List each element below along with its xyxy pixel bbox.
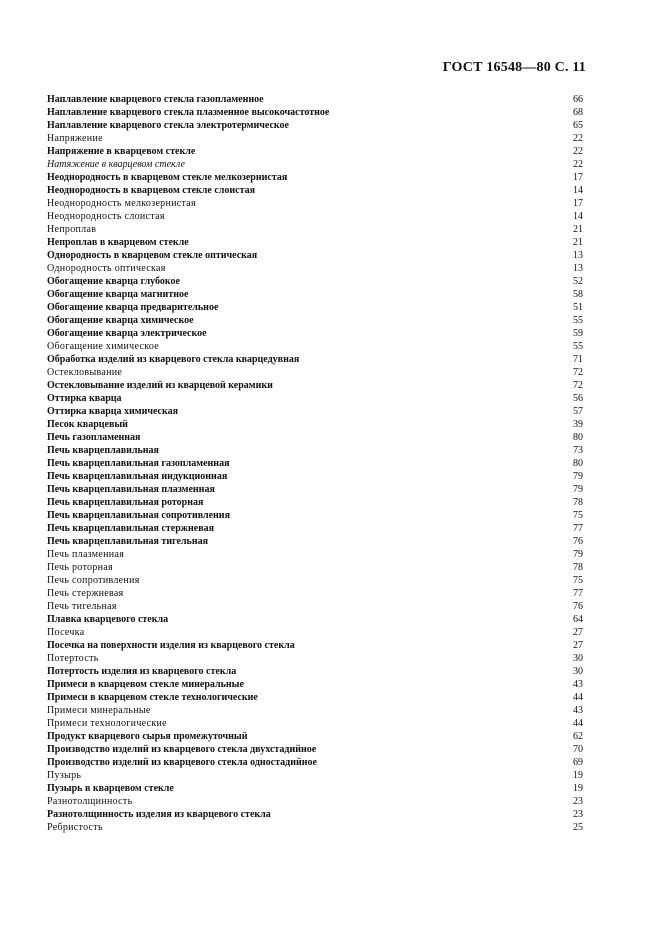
index-page-number: 68	[573, 107, 583, 118]
index-term: Пузырь	[47, 770, 82, 781]
index-page-number: 80	[573, 432, 583, 443]
index-term: Печь кварцеплавильная индукционная	[47, 471, 228, 482]
index-entry	[47, 366, 583, 379]
index-page-number: 56	[573, 393, 583, 404]
index-entry	[47, 457, 583, 470]
index-entry	[47, 782, 583, 795]
index-page-number: 52	[573, 276, 583, 287]
index-term: Печь кварцеплавильная газопламенная	[47, 458, 230, 469]
index-page-number: 64	[573, 614, 583, 625]
index-term: Печь кварцеплавильная плазменная	[47, 484, 215, 495]
index-entry	[47, 535, 583, 548]
index-page-number: 22	[573, 146, 583, 157]
index-page-number: 76	[573, 536, 583, 547]
index-entry	[47, 210, 583, 223]
index-page-number: 62	[573, 731, 583, 742]
index-term: Остекловывание изделий из кварцевой керамики	[47, 380, 273, 391]
index-term: Плавка кварцевого стекла	[47, 614, 169, 625]
index-page-number: 73	[573, 445, 583, 456]
index-entry	[47, 314, 583, 327]
index-entry	[47, 405, 583, 418]
index-term: Печь кварцеплавильная тигельная	[47, 536, 209, 547]
index-page-number: 77	[573, 588, 583, 599]
index-page-number: 14	[573, 185, 583, 196]
index-page-number: 80	[573, 458, 583, 469]
index-entry	[47, 639, 583, 652]
index-term: Примеси технологические	[47, 718, 167, 729]
index-page-number: 75	[573, 575, 583, 586]
index-term: Посечка	[47, 627, 85, 638]
index-term: Примеси в кварцевом стекле технологические	[47, 692, 258, 703]
index-term: Печь кварцеплавильная стержневая	[47, 523, 215, 534]
index-page-number: 59	[573, 328, 583, 339]
index-entry	[47, 288, 583, 301]
index-term: Наплавление кварцевого стекла газопламенное	[47, 94, 264, 105]
index-entry	[47, 470, 583, 483]
index-entry	[47, 171, 583, 184]
index-term: Печь тигельная	[47, 601, 117, 612]
index-entry	[47, 301, 583, 314]
index-page-number: 22	[573, 159, 583, 170]
index-page-number: 79	[573, 471, 583, 482]
index-page-number: 43	[573, 705, 583, 716]
index-term: Потертость изделия из кварцевого стекла	[47, 666, 237, 677]
index-entry	[47, 197, 583, 210]
index-term: Печь сопротивления	[47, 575, 140, 586]
index-term: Продукт кварцевого сырья промежуточный	[47, 731, 248, 742]
index-entry	[47, 483, 583, 496]
index-page-number: 44	[573, 692, 583, 703]
index-page-number: 19	[573, 783, 583, 794]
index-term: Натяжение в кварцевом стекле	[47, 159, 185, 170]
index-entry	[47, 600, 583, 613]
index-entry	[47, 509, 583, 522]
index-term: Производство изделий из кварцевого стекла двухстадийное	[47, 744, 317, 755]
index-page-number: 14	[573, 211, 583, 222]
index-term: Однородность в кварцевом стекле оптическая	[47, 250, 258, 261]
index-entry	[47, 769, 583, 782]
index-entry	[47, 145, 583, 158]
index-page-number: 17	[573, 198, 583, 209]
index-entry	[47, 548, 583, 561]
index-term: Наплавление кварцевого стекла плазменное высокочастотное	[47, 107, 330, 118]
page-header: ГОСТ 16548—80 С. 11	[442, 60, 586, 75]
index-term: Производство изделий из кварцевого стекла одностадийное	[47, 757, 317, 768]
index-page-number: 79	[573, 484, 583, 495]
index-term: Потертость	[47, 653, 99, 664]
index-term: Напряжение в кварцевом стекле	[47, 146, 196, 157]
index-page-number: 75	[573, 510, 583, 521]
index-page-number: 21	[573, 224, 583, 235]
index-term: Неоднородность в кварцевом стекле мелкозернистая	[47, 172, 288, 183]
index-page-number: 55	[573, 341, 583, 352]
index-term: Печь кварцеплавильная роторная	[47, 497, 204, 508]
index-page-number: 71	[573, 354, 583, 365]
index-entry	[47, 821, 583, 834]
index-entry	[47, 743, 583, 756]
index-page-number: 30	[573, 666, 583, 677]
index-page-number: 70	[573, 744, 583, 755]
index-page-number: 21	[573, 237, 583, 248]
index-entry	[47, 392, 583, 405]
index-page-number: 30	[573, 653, 583, 664]
index-term: Обогащение кварца предварительное	[47, 302, 219, 313]
index-entry	[47, 574, 583, 587]
index-term: Неоднородность в кварцевом стекле слоистая	[47, 185, 256, 196]
index-entry	[47, 756, 583, 769]
index-entry	[47, 262, 583, 275]
index-page-number: 44	[573, 718, 583, 729]
index-page-number: 72	[573, 367, 583, 378]
index-term: Оттирка кварца химическая	[47, 406, 179, 417]
index-term: Печь кварцеплавильная сопротивления	[47, 510, 230, 521]
index-entry	[47, 522, 583, 535]
index-page-number: 57	[573, 406, 583, 417]
index-term: Печь кварцеплавильная	[47, 445, 159, 456]
index-entry	[47, 704, 583, 717]
index-entry	[47, 158, 583, 171]
index-page-number: 66	[573, 94, 583, 105]
index-term: Неоднородность слоистая	[47, 211, 165, 222]
index-term: Печь плазменная	[47, 549, 125, 560]
index-page-number: 22	[573, 133, 583, 144]
index-term: Неоднородность мелкозернистая	[47, 198, 196, 209]
index-entry	[47, 691, 583, 704]
index-entry	[47, 249, 583, 262]
index-term: Печь роторная	[47, 562, 113, 573]
index-entry	[47, 379, 583, 392]
index-term: Примеси минеральные	[47, 705, 151, 716]
index-entry	[47, 327, 583, 340]
index-entry	[47, 652, 583, 665]
index-entry	[47, 418, 583, 431]
index-page-number: 65	[573, 120, 583, 131]
index-term: Ребристость	[47, 822, 103, 833]
index-term: Обогащение кварца электрическое	[47, 328, 207, 339]
index-page-number: 51	[573, 302, 583, 313]
index-term: Непроплав в кварцевом стекле	[47, 237, 189, 248]
index-page-number: 13	[573, 250, 583, 261]
index-page-number: 19	[573, 770, 583, 781]
index-page-number: 39	[573, 419, 583, 430]
index-entry	[47, 665, 583, 678]
index-entry	[47, 613, 583, 626]
index-entry	[47, 119, 583, 132]
index-entry	[47, 717, 583, 730]
index-term: Остекловывание	[47, 367, 123, 378]
index-page-number: 17	[573, 172, 583, 183]
index-page-number: 72	[573, 380, 583, 391]
index-term: Напряжение	[47, 133, 103, 144]
index-entry	[47, 444, 583, 457]
index-page-number: 76	[573, 601, 583, 612]
index-term: Посечка на поверхности изделия из кварцевого стекла	[47, 640, 295, 651]
index-term: Однородность оптическая	[47, 263, 166, 274]
index-page-number: 58	[573, 289, 583, 300]
index-term: Непроплав	[47, 224, 97, 235]
index-page-number: 69	[573, 757, 583, 768]
index-entry	[47, 808, 583, 821]
index-page-number: 79	[573, 549, 583, 560]
index-entry	[47, 730, 583, 743]
index-entry	[47, 678, 583, 691]
index-term: Обогащение кварца магнитное	[47, 289, 189, 300]
index-page-number: 23	[573, 809, 583, 820]
index-term: Обогащение химическое	[47, 341, 160, 352]
index-term: Пузырь в кварцевом стекле	[47, 783, 174, 794]
index-term: Обработка изделий из кварцевого стекла кварцедувная	[47, 354, 300, 365]
index-entry	[47, 236, 583, 249]
index-term: Разнотолщинность изделия из кварцевого стекла	[47, 809, 271, 820]
index-page-number: 43	[573, 679, 583, 690]
index-page-number: 27	[573, 627, 583, 638]
index-term: Разнотолщинность	[47, 796, 133, 807]
index-page-number: 25	[573, 822, 583, 833]
index-entry	[47, 340, 583, 353]
index-entry	[47, 795, 583, 808]
index-entry	[47, 223, 583, 236]
term-index-list	[47, 93, 583, 834]
index-page-number: 78	[573, 562, 583, 573]
index-page-number: 78	[573, 497, 583, 508]
index-entry	[47, 496, 583, 509]
index-page-number: 55	[573, 315, 583, 326]
index-entry	[47, 93, 583, 106]
index-page-number: 77	[573, 523, 583, 534]
index-term: Наплавление кварцевого стекла электротермическое	[47, 120, 289, 131]
index-term: Печь стержневая	[47, 588, 124, 599]
index-term: Печь газопламенная	[47, 432, 141, 443]
index-entry	[47, 184, 583, 197]
index-term: Песок кварцевый	[47, 419, 128, 430]
index-entry	[47, 106, 583, 119]
index-entry	[47, 626, 583, 639]
index-term: Обогащение кварца химическое	[47, 315, 194, 326]
index-entry	[47, 132, 583, 145]
index-page-number: 27	[573, 640, 583, 651]
index-entry	[47, 353, 583, 366]
index-term: Обогащение кварца глубокое	[47, 276, 180, 287]
index-term: Оттирка кварца	[47, 393, 122, 404]
index-entry	[47, 431, 583, 444]
index-entry	[47, 275, 583, 288]
index-page-number: 23	[573, 796, 583, 807]
index-term: Примеси в кварцевом стекле минеральные	[47, 679, 244, 690]
index-entry	[47, 587, 583, 600]
index-entry	[47, 561, 583, 574]
index-page-number: 13	[573, 263, 583, 274]
